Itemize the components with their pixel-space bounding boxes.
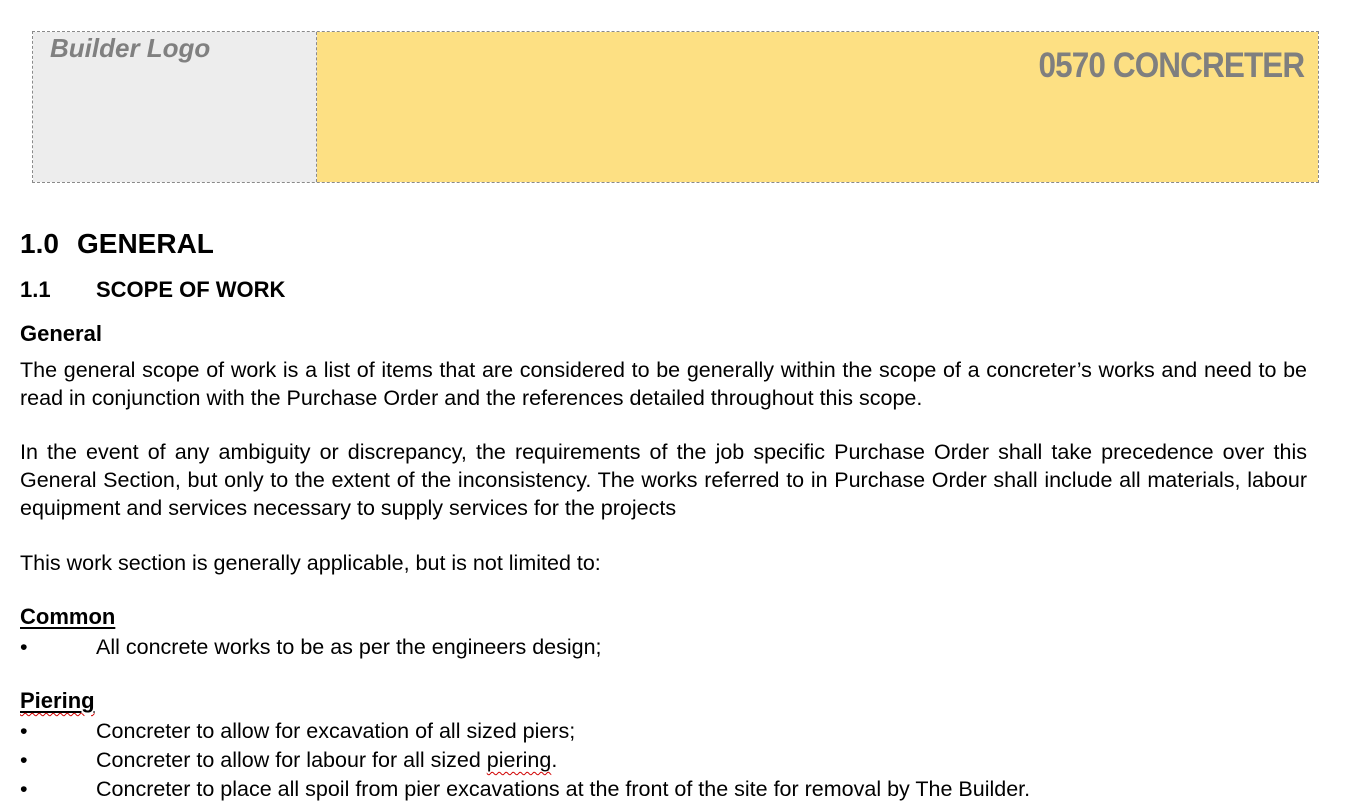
general-subheading: General [20, 321, 102, 346]
subsection-number: 1.1 [20, 277, 51, 302]
piering-heading [20, 688, 95, 714]
spellcheck-flagged-word: piering [486, 748, 552, 772]
common-heading: Common [20, 604, 116, 629]
section-title: GENERAL [77, 228, 214, 259]
bullet-icon: • [20, 748, 28, 772]
piering-item-3: Concreter to place all spoil from pier excavations at the front of the site for removal by The Builder. [96, 777, 1031, 801]
bullet-icon: • [20, 635, 28, 659]
section-heading [20, 228, 214, 260]
paragraph-scope-intro: The general scope of work is a list of items that are considered to be generally within the scope of a concreter’s works and need to be read in conjunction with the Purchase Order and the references detailed throughout this scope. [20, 358, 1307, 410]
paragraph-ambiguity: In the event of any ambiguity or discrepancy, the requirements of the job specific Purchase Order shall take precedence over this General Section, but only to the extent of the inconsistency. The works referred to in Purchase Order shall include all materials, labour equipment and services necessary to supply services for the projects [20, 440, 1307, 520]
logo-cell [33, 32, 317, 182]
piering-item-2 [96, 746, 557, 774]
piering-item-2-text: Concreter to allow for labour for all sized [96, 748, 487, 772]
document-title: 0570 CONCRETER [1038, 46, 1304, 85]
document-header [32, 31, 1319, 183]
piering-item-2-end: . [551, 748, 558, 772]
bullet-icon: • [20, 719, 28, 743]
title-cell [317, 32, 1318, 182]
piering-heading-text: Piering [20, 688, 95, 713]
subsection-heading [20, 277, 285, 303]
paragraph-applicability: This work section is generally applicable, but is not limited to: [20, 551, 601, 575]
common-item-1: All concrete works to be as per the engineers design; [96, 635, 602, 659]
section-number: 1.0 [20, 228, 59, 259]
subsection-title: SCOPE OF WORK [96, 277, 286, 302]
builder-logo-placeholder: Builder Logo [50, 33, 211, 63]
bullet-icon: • [20, 777, 28, 801]
piering-item-1: Concreter to allow for excavation of all sized piers; [96, 719, 576, 743]
